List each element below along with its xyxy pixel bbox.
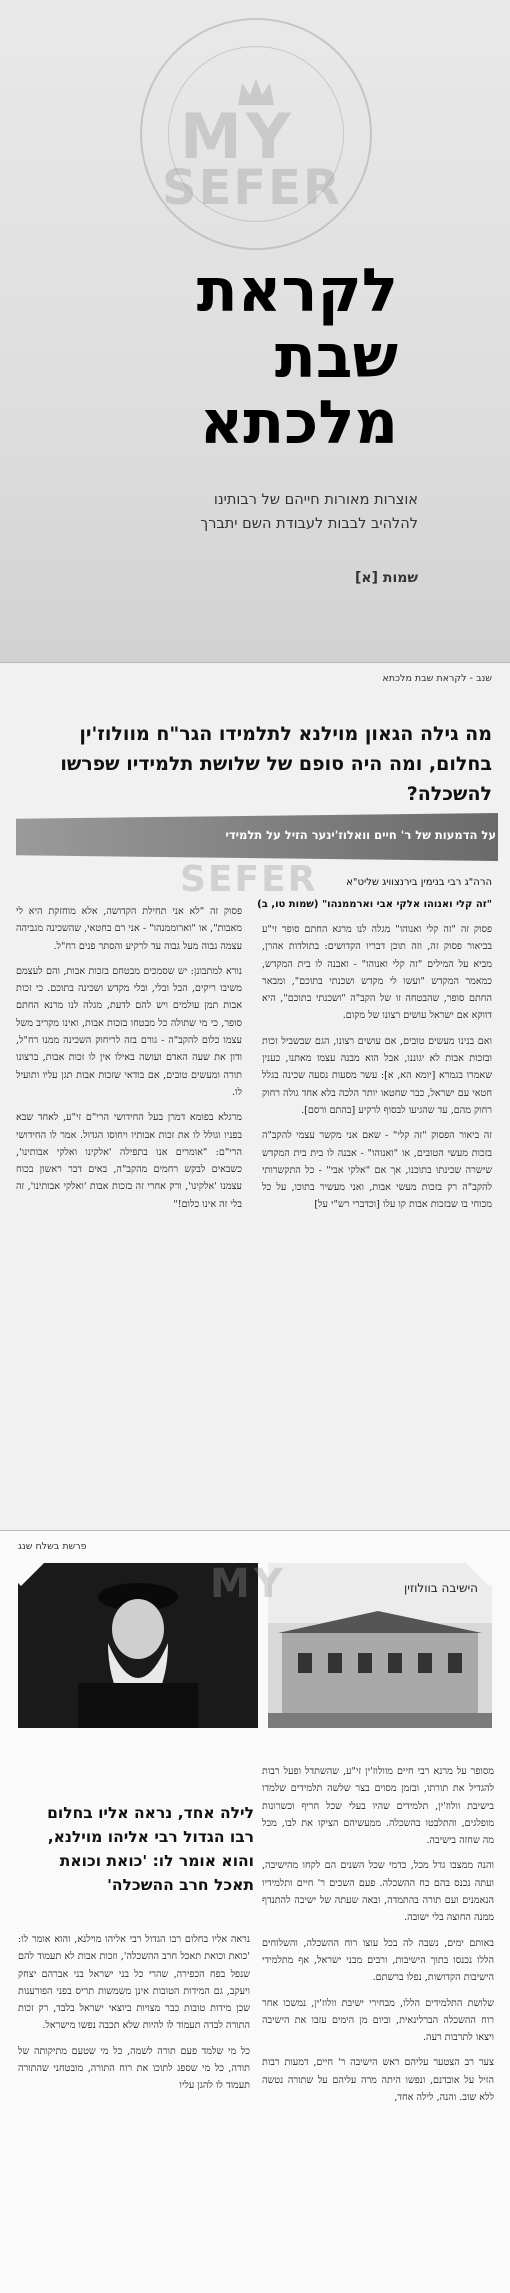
paragraph: נראה אליו בחלום רבו הגדול רבי אליהו מוילנא, והוא אומר לו: 'כואת וכואת תאכל חרב ההשכלה', וזכות אבות לא תעמוד להם שנפל בפח הכפירה, שהרי כל בני ישראל בני אברהם יצחק ויעקב, גם המידות הטובות אינן משמשות תריס בפני הפורענות שכן מידות טובות כבר מצויות ביוצאי ישראל בלבד, רק זכות התורה לבדה תעמוד לו להיות שלא תכבה נפשו מישראל. xyxy=(18,1934,250,2032)
article-headline: מה גילה הגאון מוילנא לתלמידו הגר"ח מוולוז'ין בחלום, ומה היה סופם של שלושת תלמידיו שפרשו להשכלה? xyxy=(60,723,492,805)
paragraph: כל מי שלמד פעם תורה לשמה, כל מי שטעם מתיקותה של תורה, כל מי שספג לתוכו את רוח התורה, מובטחני שהתורה תעמוד לו להגן עליו xyxy=(18,2045,250,2092)
watermark-sefer: SEFER xyxy=(180,859,318,900)
text-column-right xyxy=(262,921,492,1222)
author-line: הרה"ג רבי בנימין בירנצוויג שליט"א xyxy=(346,877,492,888)
paragraph: נורא למתבונן: יש שסמכים מבטחם בזכות אבות, והם לעצמם משיבו ריקים, הבל ובלי, ובלי מקדש ושכינה בתוכם. כי זכות אבות תמן עולמים ויש להם לדעת, מגלה לנו מרנא החתם סופר, כי מי שתולה כל מבטחו בזכות אבות, ואינו מקריב משל עצמו כלום להקב"ה - גורם בזה לריחוק השכינה ממנו רח"ל, ודון את שעה האדם ועושה באילו אין לו זכות אבות, ברצונו תורה ומעשים טובים, אם בודאי שזכות אבות תגן עליו ותועיל לו. xyxy=(16,965,242,1098)
running-head: פרשת בשלח שנג xyxy=(18,1541,87,1552)
paragraph: מסופר על מרנא רבי חיים מוולוז'ין זי"ע, שהשתדל ופעל רבות להגדיל את תורתו, ובזמן מסוים בצר שלשה תלמידים שלמדו בישיבת וולוז'ין, תלמידים שהיו בעלי שכל חריף וכשרונות מופלגים, והתלבטו בהשכלה. ממעשיהם הציקו את לבו, מכל מה שחזה בישיבה. xyxy=(262,1766,494,1847)
paragraph: והנה ממצבו גדל מכל, כדמי שכל השנים הם לקחו מהישיבה, ועתה נכנס בהם כח ההשכלה. פעם השכים ר' חיים ותלמידיו הנאמנים ועם תורה בהתמדה, ובאה שעתה של ישיבה להתנדף ממנה החוצה בלי ישובה. xyxy=(262,1860,494,1924)
article-page-3 xyxy=(0,1530,510,2293)
cover-page xyxy=(0,0,510,662)
watermark-my: MY xyxy=(180,100,295,173)
paragraph: באותם ימים, נשבה לה בכל עוצו רוח ההשכלה, והשלוחים הללו נכנסו בתוך הישיבות, ורבים מבני ישראל, אף מתלמידי הישיבות הקדושות, נפלו ברשתם. xyxy=(262,1937,494,1984)
paragraph: שלושת התלמידים הללו, מבחירי ישיבת וולוז'ין, נמשכו אחר רוח ההשכלה הברלינאית, וביום מן הימים עזבו את הישיבה ויצאו לתרבות רעה. xyxy=(262,1997,494,2044)
cover-subtitle-line-1: אוצרות מאורות חייהם של רבותינו xyxy=(213,492,418,508)
verse-line: "זה קלי ואנוהו אלקי אבי וארממנהו" (שמות טו, ב) xyxy=(257,899,492,910)
watermark-my: MY xyxy=(210,1561,287,1607)
paragraph: פסוק זה "לא אני תחילת הקדושה, אלא מוחזקת היא לי מאבות", או "וארוממנהו" - אני רם בחטאי, שהשכינה מגביהה עצמה גבוה מעל גבוה עד לרקיע והסתר פנים רח"ל. xyxy=(16,906,242,952)
article-page-2 xyxy=(0,662,510,1530)
pull-quote: לילה אחד, נראה אליו בחלום רבו הגדול רבי אליהו מוילנא, והוא אומר לו: 'כואת וכואת תאכל חרב ההשכלה' xyxy=(47,1804,254,1894)
paragraph: זה ביאור הפסוק "זה קלי" - שאם אני מקשר עצמי להקב"ה בזכות מעשי הטובים, או "ואנוהו" - אבנה לו בית בית המקדש שישרה שכינתו בתוכנו, אך אם "אלקי אבי" - כל התקשרותי להקב"ה רק בזכות מעשי אבות, ואני מעשיר בתוכו, על כל מכוחי בו שבזכות אבות קו עלו [וכדברי רש"י על] xyxy=(262,1130,492,1211)
paragraph: ואם בנינו מעשים טובים, אם עושים רצונו, הגם שבשביל זכות ובזכות אבות לא יגוננו, אבל הוא מבנה עצמו מאתנו, כענין שאמרו בגמרא [יומא הא, א]: עשר מסעות נסעה שכינה בגלל חטאי עם ישראל, כבר שחטאו יותר הלכה בלא אחד גולה רחוק רחוק מהם, עד שהגיעו לבסוף לרקיע [בהתם ורסם]. xyxy=(262,1035,492,1116)
paragraph: מרגלא בפומא דמרן בעל החידושי הרי"ם זי"ע, לאחד שבא בפניו וגולל לו את זכות אבותיו ויחוסו הגדול. אמר לו החידושי הרי"ם: "אומרים אנו בתפילה 'אלקינו ואלקי אבותינו', כשבאים לבקש רחמים מהקב"ה, באים דבר ראשון בכוח עצמנו 'אלקינו', ורק אחרי זה בזכות אבות 'ואלקי אבותינו', זה בלי זה אינו כלום!" xyxy=(16,1112,242,1210)
cover-title-line-1: לקראת xyxy=(196,256,398,326)
text-column-left xyxy=(18,1931,250,2103)
paragraph: צער רב הצטער עליהם ראש הישיבה ר' חיים, דמעות רבות הזיל על אובדנם, ונפשו היתה מרה עליהם על שתורה נטשה ללא שוב. והנה, לילה אחד, xyxy=(262,2057,494,2104)
watermark-sefer: SEFER xyxy=(162,160,342,216)
text-column-right xyxy=(262,1763,494,2114)
cover-volume-label: שמות [א] xyxy=(355,570,418,586)
text-column-left xyxy=(16,903,242,1221)
cover-subtitle-line-2: להלהיב לבבות לעבודת השם יתברך xyxy=(200,516,418,532)
cover-title-line-3: מלכתא xyxy=(199,388,398,458)
running-head: שנב - לקראת שבת מלכתא xyxy=(382,673,492,684)
photo-caption: הישיבה בוולוזין xyxy=(404,1581,478,1595)
paragraph: פסוק זה "זה קלי ואנוהו" מגלה לנו מרגא החתם סופר זי"ע בביאור פסוק זה, וזה תוכן דבריו הקדושים: בתולדות אהרן, מביא על המילים "זה קלי ואנוהו" - ואבנה לו בית המקדש, כמאמר המקדש "ועשו לי מקדש ושכנתי בתוכם", ומבאר החתם סופר, שהבטחה זו של הקב"ה "ושכנתי בתוכם", היא דווקא אם ישראל עושים רצונו של מקום. xyxy=(262,924,492,1022)
section-banner-text: על הדמעות של ר' חיים וואלוז'ינער הזיל על תלמידי xyxy=(225,828,496,842)
yeshiva-building-photo xyxy=(268,1563,492,1728)
cover-title-line-2: שבת xyxy=(274,322,398,392)
